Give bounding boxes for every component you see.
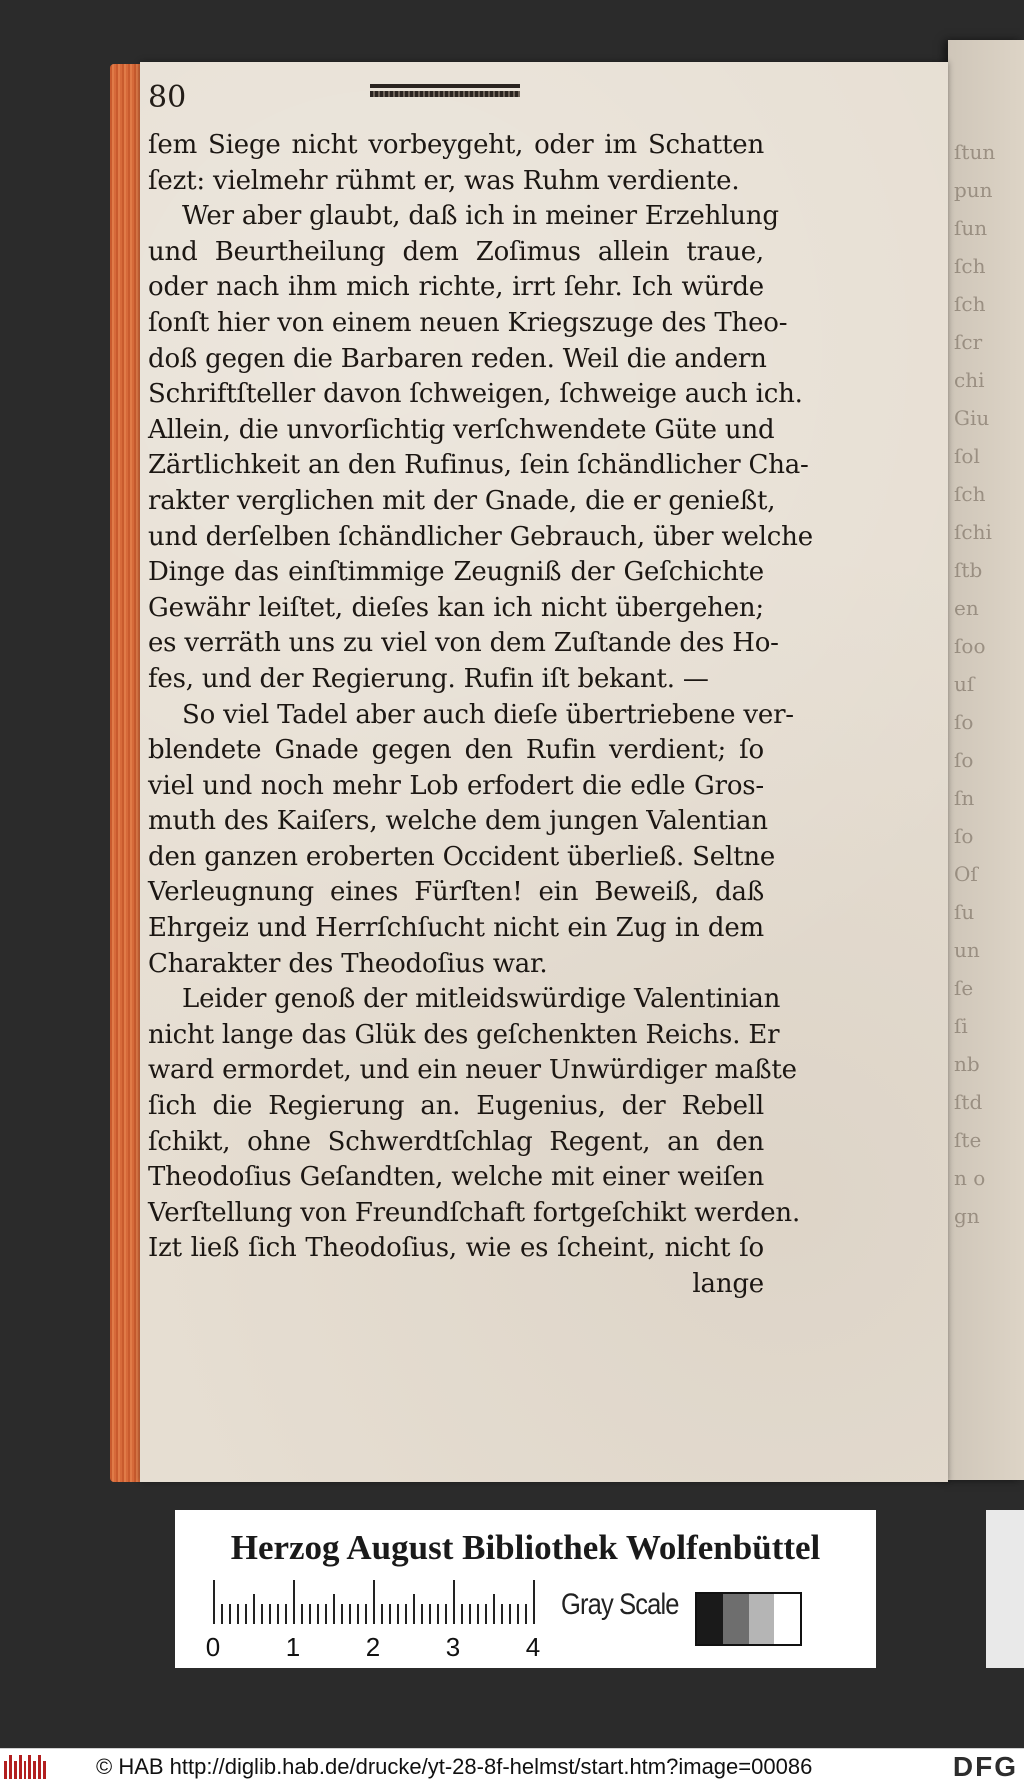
logo-bar: [38, 1755, 41, 1779]
ruler-tick: [285, 1604, 287, 1624]
facing-page-fragment: ſun: [954, 216, 988, 240]
text-line: nicht lange das Glük des geſchenkten Reichs. Er: [148, 1019, 780, 1050]
logo-bar: [28, 1755, 31, 1779]
facing-page-fragment: ſte: [954, 1128, 982, 1152]
ruler-tick: [453, 1580, 455, 1624]
text-line: rakter verglichen mit der Gnade, die er genießt,: [148, 485, 776, 516]
ruler-tick: [493, 1594, 495, 1624]
text-line: So viel Tadel aber auch dieſe übertriebene ver-: [182, 699, 794, 730]
ruler-tick: [429, 1604, 431, 1624]
ruler-tick: [533, 1580, 535, 1624]
facing-page-fragment: Giu: [954, 406, 990, 430]
grayscale-swatch: [695, 1592, 802, 1646]
library-name: Herzog August Bibliothek Wolfenbüttel: [230, 1528, 821, 1567]
page-text: [148, 128, 813, 1303]
facing-page-fragment: pun: [954, 178, 993, 202]
facing-page-fragment: Oſ: [954, 862, 978, 886]
ruler-tick: [365, 1604, 367, 1624]
ruler-label: 0: [205, 1632, 221, 1662]
ruler-tick: [389, 1604, 391, 1624]
footer-source-link[interactable]: © HAB http://diglib.hab.de/drucke/yt-28-8f-helmst/start.htm?image=00086: [96, 1754, 813, 1779]
text-line: und Beurtheilung dem Zoſimus allein traue,: [148, 236, 764, 267]
ruler-tick: [525, 1604, 527, 1624]
text-line: muth des Kaiſers, welche dem jungen Valentian: [148, 806, 768, 837]
logo-bar: [14, 1761, 17, 1779]
facing-page-fragment: ſch: [954, 292, 986, 316]
ruler-tick: [317, 1604, 319, 1624]
facing-page-fragment: nb: [954, 1052, 980, 1076]
grayscale-label: Gray Scale: [561, 1588, 679, 1621]
text-line: lange: [692, 1269, 764, 1299]
facing-page-fragment: uſ: [954, 672, 975, 696]
text-line: Leider genoß der mitleidswürdige Valentinian: [182, 984, 781, 1015]
hab-logo-icon: [4, 1755, 46, 1779]
text-line: Theodoſius Geſandten, welche mit einer weiſen: [148, 1162, 764, 1193]
facing-page-fragment: ſo: [954, 748, 974, 772]
ruler-tick: [237, 1604, 239, 1624]
text-line: ward ermordet, und ein neuer Unwürdiger maßte: [148, 1055, 797, 1086]
scale-ruler: [205, 1580, 541, 1664]
facing-page-fragment: ſoo: [954, 634, 986, 658]
text-line: ſezt: vielmehr rühmt er, was Ruhm verdiente.: [148, 165, 740, 196]
gray-swatch-cell: [723, 1594, 749, 1644]
ruler-label: 4: [525, 1632, 541, 1662]
ruler-tick: [421, 1604, 423, 1624]
text-line: Zärtlichkeit an den Rufinus, ſein ſchändlicher Cha-: [148, 450, 809, 481]
adjacent-card-edge: [986, 1510, 1024, 1668]
ruler-tick: [397, 1604, 399, 1624]
ruler-tick: [349, 1604, 351, 1624]
text-line: Ehrgeiz und Herrſchſucht nicht ein Zug in dem: [148, 913, 764, 944]
facing-page-fragment: ſol: [954, 444, 980, 468]
text-line: viel und noch mehr Lob erfodert die edle Gros-: [148, 770, 764, 801]
facing-page-fragment: ſe: [954, 976, 974, 1000]
ruler-tick: [445, 1604, 447, 1624]
logo-bar: [43, 1761, 46, 1779]
facing-page-fragment: ſtd: [954, 1090, 983, 1114]
gray-swatch-cell: [749, 1594, 775, 1644]
ruler-tick: [293, 1580, 295, 1624]
facing-page-fragment: ſch: [954, 254, 986, 278]
logo-bar: [33, 1761, 36, 1779]
dfg-logo: DFG: [952, 1751, 1018, 1782]
text-line: Schriftſteller davon ſchweigen, ſchweige auch ich.: [148, 379, 803, 410]
text-line: es verräth uns zu viel von dem Zuſtande des Ho-: [148, 628, 779, 659]
ruler-tick: [509, 1604, 511, 1624]
logo-bar: [4, 1761, 7, 1779]
ruler-tick: [229, 1604, 231, 1624]
facing-page-edge: [948, 40, 1024, 1480]
facing-page-fragment: gn: [954, 1204, 980, 1228]
text-line: oder nach ihm mich richte, irrt ſehr. Ich würde: [148, 272, 764, 303]
facing-page-fragment: ſo: [954, 710, 974, 734]
text-line: Wer aber glaubt, daß ich in meiner Erzehlung: [182, 201, 779, 232]
text-line: fes, und der Regierung. Rufin iſt bekant. —: [148, 663, 709, 694]
facing-page-fragment: un: [954, 938, 980, 962]
ruler-label: 1: [285, 1632, 301, 1662]
ornamental-rule: [370, 84, 520, 98]
page-number: 80: [148, 80, 187, 115]
ruler-label: 3: [445, 1632, 461, 1662]
ruler-tick: [477, 1604, 479, 1624]
ruler-tick: [405, 1604, 407, 1624]
ruler-tick: [261, 1604, 263, 1624]
facing-page-fragment: ſchi: [954, 520, 992, 544]
facing-page-fragment: ſo: [954, 824, 974, 848]
ruler-tick: [325, 1604, 327, 1624]
ruler-tick: [213, 1580, 215, 1624]
logo-bar: [19, 1755, 22, 1779]
ruler-tick: [373, 1580, 375, 1624]
facing-page-fragment: ſi: [954, 1014, 968, 1038]
ruler-tick: [517, 1604, 519, 1624]
text-line: Verſtellung von Freundſchaft fortgeſchikt werden.: [148, 1197, 801, 1228]
text-line: Charakter des Theodoſius war.: [148, 948, 548, 979]
facing-page-fragment: ſch: [954, 482, 986, 506]
gray-swatch-cell: [697, 1594, 723, 1644]
text-line: Allein, die unvorſichtig verſchwendete Güte und: [148, 414, 775, 445]
text-line: Izt ließ ſich Theodoſius, wie es ſcheint, nicht ſo: [148, 1233, 764, 1264]
text-line: und derſelben ſchändlicher Gebrauch, über welche: [148, 521, 813, 552]
facing-page-fragment: ſtb: [954, 558, 983, 582]
ruler-tick: [341, 1604, 343, 1624]
text-line: Gewähr leiſtet, dieſes kan ich nicht übergehen;: [148, 592, 764, 623]
ruler-tick: [269, 1604, 271, 1624]
ruler-tick: [469, 1604, 471, 1624]
facing-page-fragment: ſcr: [954, 330, 983, 354]
gray-swatch-cell: [774, 1594, 800, 1644]
facing-page-fragment: chi: [954, 368, 985, 392]
facing-page-fragment: ſu: [954, 900, 975, 924]
text-line: blendete Gnade gegen den Rufin verdient; ſo: [148, 735, 764, 766]
ruler-tick: [221, 1604, 223, 1624]
ruler-tick: [309, 1604, 311, 1624]
text-line: Verleugnung eines Fürſten! ein Beweiß, daß: [148, 877, 764, 908]
ruler-tick: [461, 1604, 463, 1624]
logo-bar: [9, 1755, 12, 1779]
ruler-tick: [245, 1604, 247, 1624]
ruler-tick: [301, 1604, 303, 1624]
facing-page-fragment: en: [954, 596, 979, 620]
ruler-tick: [333, 1594, 335, 1624]
ruler-tick: [357, 1604, 359, 1624]
ruler-tick: [253, 1594, 255, 1624]
text-line: den ganzen eroberten Occident überließ. Seltne: [148, 841, 776, 872]
text-line: ſem Siege nicht vorbeygeht, oder im Schatten: [148, 130, 764, 160]
footer-bar: [0, 1748, 1024, 1785]
ruler-tick: [501, 1604, 503, 1624]
text-line: doß gegen die Barbaren reden. Weil die andern: [148, 343, 767, 374]
ruler-tick: [437, 1604, 439, 1624]
ruler-tick: [277, 1604, 279, 1624]
ruler-tick: [485, 1604, 487, 1624]
ruler-label: 2: [365, 1632, 381, 1662]
facing-page-fragment: ſn: [954, 786, 975, 810]
ruler-tick: [413, 1594, 415, 1624]
text-line: ſich die Regierung an. Eugenius, der Rebell: [148, 1091, 764, 1122]
color-calibration-card: [175, 1510, 876, 1668]
facing-page-fragment: ſtun: [954, 140, 996, 164]
text-line: Dinge das einſtimmige Zeugniß der Geſchichte: [148, 557, 764, 588]
facing-page-fragment: n o: [954, 1166, 986, 1190]
logo-bar: [24, 1761, 27, 1779]
text-line: ſchikt, ohne Schwerdtſchlag Regent, an den: [148, 1126, 764, 1157]
ruler-tick: [381, 1604, 383, 1624]
text-line: ſonſt hier von einem neuen Kriegszuge des Theo-: [148, 307, 788, 338]
